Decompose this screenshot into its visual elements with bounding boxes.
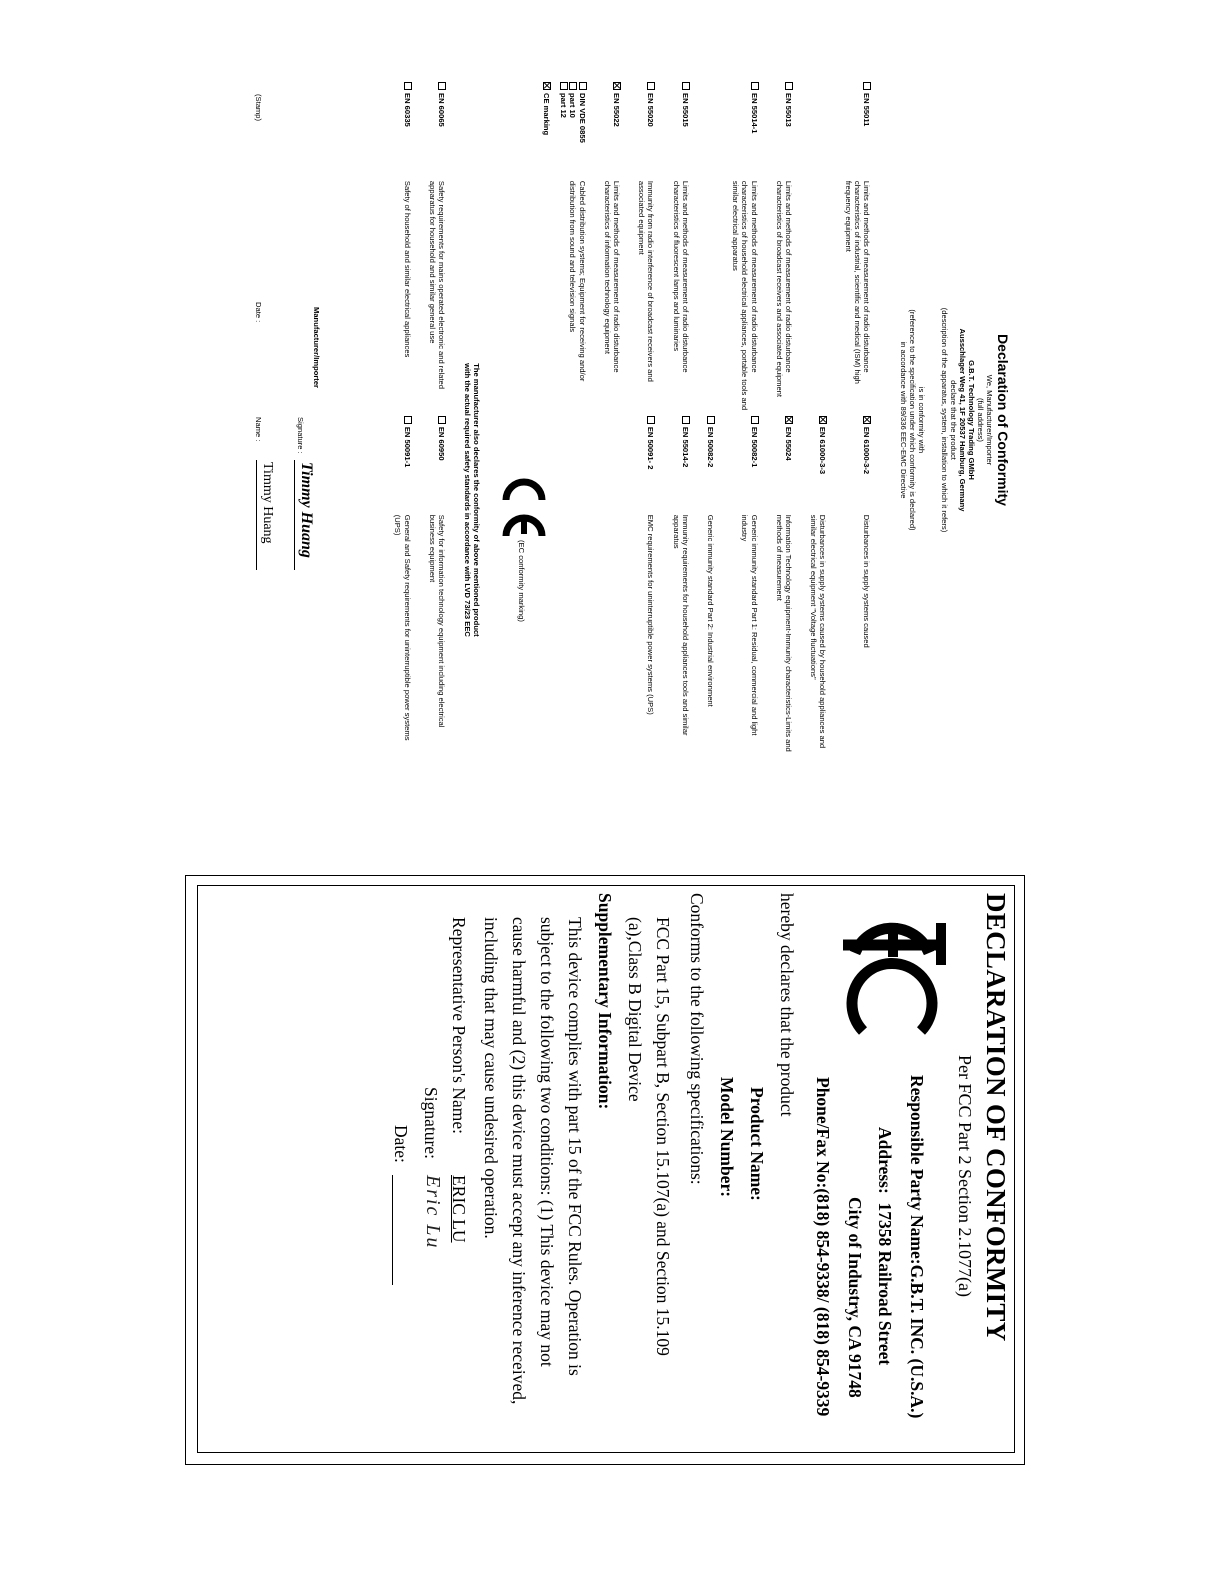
standard-row xyxy=(715,82,759,762)
fcc-phone-label: Phone/Fax No: xyxy=(813,1077,833,1189)
fcc-spec-line-1: FCC Part 15, Subpart B, Section 15.107(a) and Section 15.109 xyxy=(653,917,673,1356)
standard-text-right: Immunity requirements for household appliances tools and similar apparatus xyxy=(671,514,690,736)
ce-signature-line xyxy=(294,460,295,570)
ce-description: (description of the apparatus, system, installation to which it refers) xyxy=(940,307,949,533)
ce-also-line-2: with the actual required safety standards in accordance with LVD 73/23 EEC xyxy=(462,363,472,637)
standard-code: EN 61000-3-3 xyxy=(818,426,828,475)
standard-code-right xyxy=(543,416,587,515)
ce-accordance: in accordance with 89/336 EEC-EMC Directive xyxy=(899,341,908,499)
standard-text-left: Limits and methods of measurement of radio disturbance characteristics of information technology equipment xyxy=(602,180,621,373)
standard-checkbox xyxy=(579,82,587,90)
standard-code: part 12 xyxy=(559,93,569,118)
fcc-spec-line-2: (a),Class B Digital Device xyxy=(625,917,645,1102)
standard-code: EN 61000-3-2 xyxy=(862,426,871,475)
fcc-phone xyxy=(813,1077,833,1416)
fcc-date-line xyxy=(392,1175,393,1285)
standard-text-right: Generic immunity standard Part 1: Residual, commercial and light industry xyxy=(740,514,759,736)
standard-code: EN 50082-2 xyxy=(705,426,715,468)
fcc-signature-label: Signature: xyxy=(421,1087,441,1159)
standard-text-left xyxy=(690,181,715,416)
fcc-address-value: 17358 Railroad Street xyxy=(875,1202,895,1366)
ce-we: We, Manufacturer/Importer xyxy=(985,374,994,466)
fcc-product-name: Product Name: xyxy=(747,1087,767,1201)
ce-declaration xyxy=(181,70,1021,770)
standard-text-left: Limits and methods of measurement of radio disturbance characteristics of fluorescent lamps and luminaries xyxy=(671,180,690,373)
fcc-address xyxy=(875,1127,895,1365)
standard-code: DIN VDE 0855 xyxy=(577,93,587,143)
fcc-city: City of Industry, CA 91748 xyxy=(845,1197,865,1398)
ce-title: Declaration of Conformity xyxy=(995,334,1011,506)
safety-code-left xyxy=(377,82,411,181)
standard-code-right xyxy=(587,416,621,515)
standard-code-right xyxy=(621,416,655,515)
safety-code: EN 50091-1 xyxy=(402,426,412,468)
standard-text-left: Immunity from radio interference of broadcast receivers and associated equipment xyxy=(637,180,656,382)
standard-code: EN 50082-1 xyxy=(749,426,759,468)
standard-code-left xyxy=(715,82,759,181)
ce-in-conformity: is in conformity with xyxy=(917,386,926,454)
standard-code-left xyxy=(759,82,793,181)
ce-marking-checkbox xyxy=(543,82,551,90)
safety-checkbox xyxy=(404,82,412,90)
ce-marking-label: CE marking xyxy=(542,93,551,136)
standard-code: EN 55020 xyxy=(646,93,656,127)
standard-checkbox xyxy=(613,82,621,90)
standard-code: EN 55024 xyxy=(783,426,793,461)
standard-code-left xyxy=(621,82,655,181)
safety-text-left: Safety requirements for mains operated electronic and related apparatus for household and similar general use xyxy=(427,180,446,390)
safety-code-right xyxy=(377,416,411,515)
safety-text-right: Safety for information technology equipment including electrical business equipment xyxy=(427,514,446,728)
standard-code-right xyxy=(715,416,759,515)
safety-checkbox xyxy=(404,416,412,424)
fcc-model-number: Model Number: xyxy=(717,1077,737,1198)
safety-code: EN 60335 xyxy=(402,93,412,127)
standard-row xyxy=(587,82,621,762)
standard-code-left xyxy=(655,82,689,181)
fcc-supp-line-1: This device complies with part 15 of the FCC Rules. Operation is xyxy=(565,917,585,1376)
standard-code: EN 55011 xyxy=(862,93,871,127)
safety-row xyxy=(412,82,446,762)
standard-code: EN 55014-2 xyxy=(680,426,690,468)
ce-reference: (reference to the specification under which conformity is declared) xyxy=(908,309,917,531)
fcc-supp-line-2: subject to the following two conditions: (1) This device may not xyxy=(537,917,557,1367)
ce-full-address: (full address) xyxy=(976,398,985,442)
fcc-hereby: hereby declares that the product xyxy=(777,893,797,1117)
standard-text-right: Information Technology equipment-Immunity characteristics-Limits and methods of measurement xyxy=(774,514,793,752)
ce-signature-label: Signature : xyxy=(296,417,305,454)
standard-code-left xyxy=(690,82,715,181)
safety-text-left: Safety of household and similar electrical appliances xyxy=(402,180,412,358)
fcc-logo-icon xyxy=(837,895,947,1045)
standard-code: EN 55022 xyxy=(611,93,621,127)
standard-code: EN 55015 xyxy=(680,93,690,127)
fcc-subtitle: Per FCC Part 2 Section 2.1077(a) xyxy=(955,1055,975,1297)
standard-checkbox xyxy=(560,82,568,90)
fcc-responsible-label: Responsible Party Name: xyxy=(907,1075,927,1265)
ce-address: Ausschlager Weg 41, 1F 20537 Hamburg, Germany xyxy=(958,328,967,512)
ce-name-value: Timmy Huang xyxy=(260,462,275,544)
ce-name-line xyxy=(256,460,257,570)
fcc-rep-value: ERIC LU xyxy=(449,1175,469,1243)
ce-also-declares xyxy=(463,330,481,670)
fcc-date-label: Date: xyxy=(391,1125,411,1163)
safety-text-right: General and Safety requirements for uninterruptible power systems (UPS) xyxy=(393,514,412,741)
ce-standards-table xyxy=(543,82,871,762)
standard-code-left xyxy=(827,82,871,181)
safety-code-left xyxy=(412,82,446,181)
standard-code-left xyxy=(587,82,621,181)
ce-stamp: (Stamp) xyxy=(254,94,263,122)
standard-code: EN 50091- 2 xyxy=(646,426,656,470)
standard-checkbox xyxy=(647,82,655,90)
ce-declare: declare that the product xyxy=(949,380,958,460)
standard-code-right xyxy=(827,416,871,515)
fcc-responsible xyxy=(907,1075,927,1418)
standard-code-right xyxy=(690,416,715,515)
safety-checkbox xyxy=(438,416,446,424)
ce-manufacturer-label: Manufacturer/Importer xyxy=(312,307,321,389)
standard-text-right xyxy=(587,515,621,762)
ce-also-line-1: The manufacturer also declares the conformity of above mentioned product xyxy=(472,363,481,637)
ce-name-label: Name : xyxy=(254,417,263,442)
standard-row xyxy=(827,82,871,762)
standard-checkbox xyxy=(863,416,871,424)
ce-safety-table xyxy=(377,82,446,762)
fcc-supplementary-heading: Supplementary Information: xyxy=(595,893,615,1110)
standard-text-right: Disturbances in supply systems caused xyxy=(862,514,871,648)
standard-row xyxy=(655,82,689,762)
standard-code-right xyxy=(655,416,689,515)
standard-checkbox xyxy=(785,82,793,90)
standard-text-left: Limits and methods of measurement of radio disturbance characteristics of industrial, scientific and medical (ISM) high frequency equipment xyxy=(843,180,871,384)
safety-checkbox xyxy=(438,82,446,90)
standard-checkbox xyxy=(785,416,793,424)
standard-checkbox xyxy=(707,416,715,424)
standard-code: EN 55014-1 xyxy=(749,93,759,134)
fcc-conforms: Conforms to the following specifications: xyxy=(687,893,707,1185)
ce-signature: Timmy Huang xyxy=(298,462,315,558)
fcc-rep-label: Representative Person's Name: xyxy=(449,917,469,1134)
fcc-phone-value: (818) 854-9338/ (818) 854-9339 xyxy=(813,1188,833,1417)
standard-text-right: EMC requirements for uninterruptible power systems (UPS) xyxy=(646,514,656,715)
standard-text-right xyxy=(543,515,587,762)
ce-header xyxy=(899,70,1011,770)
standard-code-right xyxy=(759,416,793,515)
ce-company: G.B.T. Technology Trading GMbH xyxy=(967,360,976,480)
standard-checkbox xyxy=(682,416,690,424)
fcc-address-label: Address: xyxy=(875,1127,895,1194)
standard-code-right xyxy=(793,416,827,515)
standard-checkbox xyxy=(863,82,871,90)
standard-checkbox xyxy=(751,82,759,90)
standard-text-left: Limits and methods of measurement of radio disturbance characteristics of household electrical appliances, portable tools and similar electrical apparatus xyxy=(731,180,759,411)
standard-text-right: Generic immunity standard Part 2: Industrial environment xyxy=(705,514,715,707)
fcc-supp-line-4: including that may cause undesired operation. xyxy=(481,917,501,1239)
ce-date-label: Date : xyxy=(254,302,263,323)
standard-row xyxy=(621,82,655,762)
standard-text-left xyxy=(793,181,827,416)
standard-row xyxy=(759,82,793,762)
ce-marking-row xyxy=(542,82,551,135)
fcc-responsible-value: G.B.T. INC. (U.S.A.) xyxy=(907,1264,927,1419)
standard-checkbox xyxy=(569,82,577,90)
safety-code: EN 60065 xyxy=(437,93,446,127)
standard-row xyxy=(690,82,715,762)
ce-caption: (EC conformity marking) xyxy=(517,540,526,622)
standard-text-left: Cabled distribution systems; Equipment for receiving and/or distribution from sound and television signals xyxy=(568,180,587,382)
standard-text-right: Disturbances in supply systems caused by household appliances and similar electrical equipment "Voltage fluctuations" xyxy=(809,514,828,749)
ce-signature-block xyxy=(201,82,321,762)
standard-row xyxy=(543,82,587,762)
standard-text-left: Limits and methods of measurement of radio disturbance characteristics of broadcast receivers and associated equipment xyxy=(774,180,793,398)
fcc-signature: Eric Lu xyxy=(422,1175,444,1250)
standard-row xyxy=(793,82,827,762)
fcc-declaration xyxy=(185,875,1025,1465)
safety-row xyxy=(377,82,411,762)
standard-code: EN 55013 xyxy=(783,93,793,127)
standard-checkbox xyxy=(647,416,655,424)
standard-checkbox xyxy=(819,416,827,424)
fcc-supp-line-3: cause harmful and (2) this device must accept any inference received, xyxy=(509,917,529,1405)
standard-checkbox xyxy=(682,82,690,90)
safety-code-right xyxy=(412,416,446,515)
ce-logo-icon xyxy=(502,470,546,540)
fcc-title: DECLARATION OF CONFORMITY xyxy=(981,893,1011,1342)
standard-code-left xyxy=(793,82,827,181)
standard-code: part 10 xyxy=(568,93,578,118)
standard-checkbox xyxy=(751,416,759,424)
safety-code: EN 60950 xyxy=(437,426,446,461)
